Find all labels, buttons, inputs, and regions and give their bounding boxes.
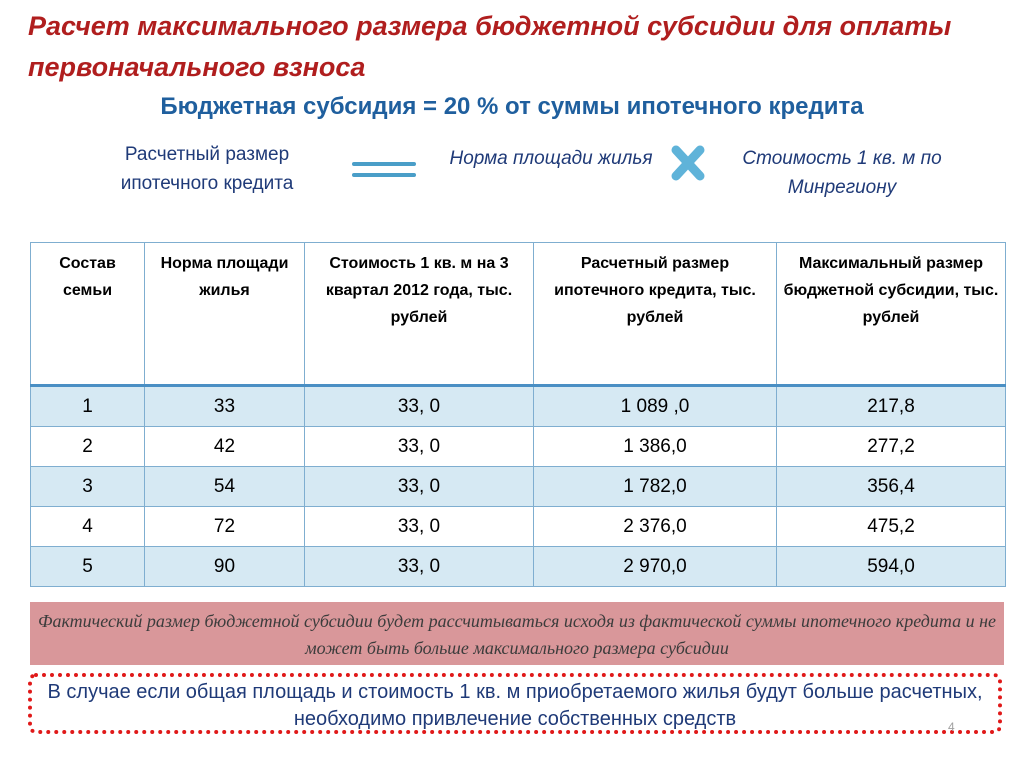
formula-term-sqm-cost: Стоимость 1 кв. м по Минрегиону bbox=[742, 148, 942, 198]
cell-loan-amount: 1 386,0 bbox=[534, 427, 777, 467]
double-line-equals-icon bbox=[352, 161, 416, 179]
note-box bbox=[30, 602, 1004, 665]
cell-area-norm: 33 bbox=[145, 386, 305, 427]
cell-sqm-cost: 33, 0 bbox=[305, 507, 534, 547]
cell-loan-amount: 1 089 ,0 bbox=[534, 386, 777, 427]
cell-family-size: 5 bbox=[31, 547, 145, 587]
header-area-norm: Норма площади жилья bbox=[145, 243, 305, 386]
cell-family-size: 3 bbox=[31, 467, 145, 507]
cell-max-subsidy: 277,2 bbox=[777, 427, 1006, 467]
warning-box bbox=[28, 673, 1002, 734]
cell-max-subsidy: 475,2 bbox=[777, 507, 1006, 547]
table-row bbox=[31, 427, 1006, 467]
slide-title: Расчет максимального размера бюджетной субсидии для оплаты первоначального взноса bbox=[28, 11, 952, 82]
table-row bbox=[31, 467, 1006, 507]
cell-max-subsidy: 594,0 bbox=[777, 547, 1006, 587]
cell-sqm-cost: 33, 0 bbox=[305, 386, 534, 427]
cell-area-norm: 90 bbox=[145, 547, 305, 587]
cell-max-subsidy: 356,4 bbox=[777, 467, 1006, 507]
cell-loan-amount: 1 782,0 bbox=[534, 467, 777, 507]
cell-area-norm: 54 bbox=[145, 467, 305, 507]
cell-family-size: 1 bbox=[31, 386, 145, 427]
cell-family-size: 4 bbox=[31, 507, 145, 547]
table-row bbox=[31, 386, 1006, 427]
cell-loan-amount: 2 970,0 bbox=[534, 547, 777, 587]
multiply-x-icon bbox=[668, 142, 708, 184]
page-number: 4 bbox=[948, 720, 955, 734]
header-max-subsidy: Максимальный размер бюджетной субсидии, тыс. рублей bbox=[777, 243, 1006, 386]
warning-text: В случае если общая площадь и стоимость 1 кв. м приобретаемого жилья будут больше расчетных, необходимо привлечение собственных средств bbox=[47, 681, 983, 730]
cell-sqm-cost: 33, 0 bbox=[305, 427, 534, 467]
header-loan-amount: Расчетный размер ипотечного кредита, тыс. рублей bbox=[534, 243, 777, 386]
slide-subtitle: Бюджетная субсидия = 20 % от суммы ипотечного кредита bbox=[160, 93, 864, 120]
header-sqm-cost: Стоимость 1 кв. м на 3 квартал 2012 года, тыс. рублей bbox=[305, 243, 534, 386]
table-header-row bbox=[31, 243, 1006, 386]
cell-max-subsidy: 217,8 bbox=[777, 386, 1006, 427]
cell-area-norm: 72 bbox=[145, 507, 305, 547]
formula-term-loan: Расчетный размер ипотечного кредита bbox=[120, 144, 294, 194]
cell-area-norm: 42 bbox=[145, 427, 305, 467]
header-family-size: Состав семьи bbox=[31, 243, 145, 386]
note-text: Фактический размер бюджетной субсидии будет рассчитываться исходя из фактической суммы ипотечного кредита и не может быть больше максимального размера субсидии bbox=[38, 611, 996, 658]
formula-term-area-norm: Норма площади жилья bbox=[449, 148, 653, 169]
table-row bbox=[31, 547, 1006, 587]
cell-sqm-cost: 33, 0 bbox=[305, 467, 534, 507]
subsidy-table bbox=[30, 242, 1006, 587]
cell-loan-amount: 2 376,0 bbox=[534, 507, 777, 547]
cell-family-size: 2 bbox=[31, 427, 145, 467]
cell-sqm-cost: 33, 0 bbox=[305, 547, 534, 587]
table-row bbox=[31, 507, 1006, 547]
